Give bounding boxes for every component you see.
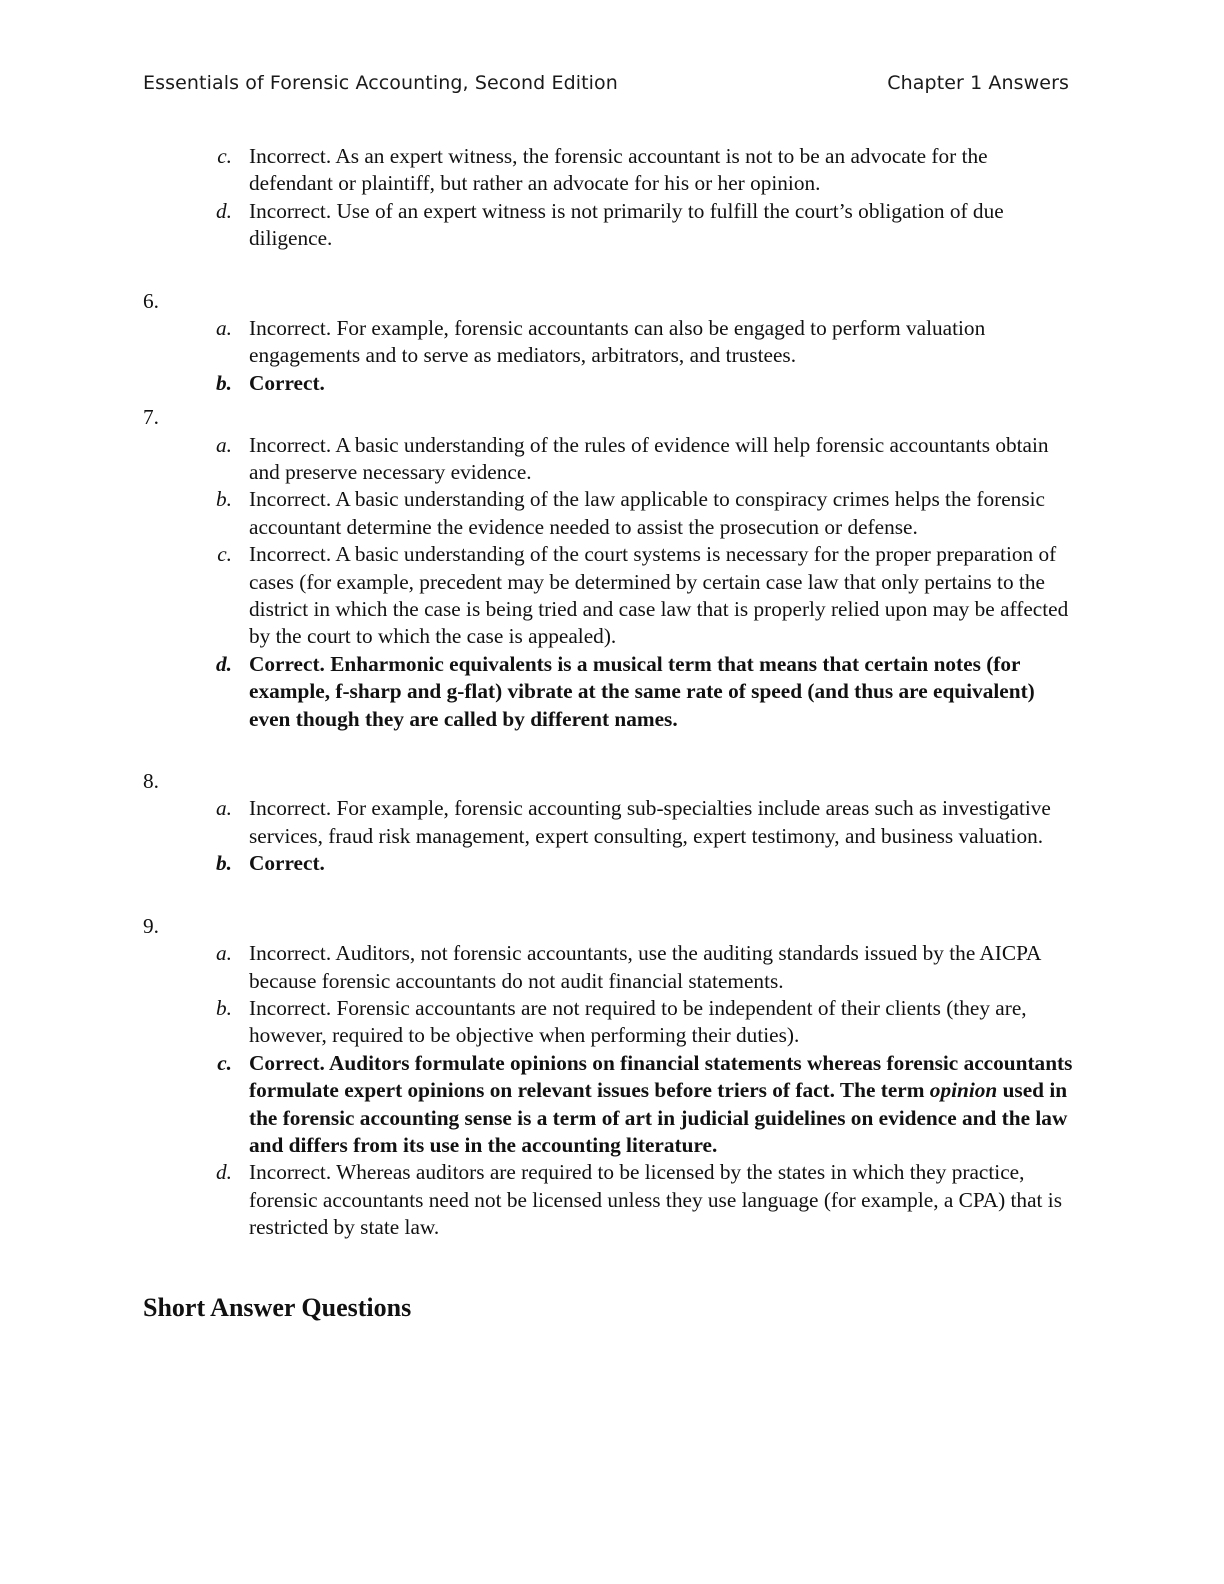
question-number: 8. <box>143 769 159 794</box>
option-text: Correct. <box>249 851 325 876</box>
option-letter: a. <box>216 941 232 966</box>
answer-list <box>143 143 1073 1242</box>
option-text: Incorrect. A basic understanding of the court systems is necessary for the proper preparation of cases (for example, precedent may be determined by certain case law that only pertains to the district in which the case is being tried and case law that is properly relied upon may be affected by the court to which the case is appealed). <box>249 542 1069 649</box>
option-letter: b. <box>216 851 232 876</box>
section-heading: Short Answer Questions <box>143 1293 412 1322</box>
correct-answer-option <box>143 1050 1073 1160</box>
emphasized-term: opinion <box>929 1078 998 1103</box>
answer-option <box>143 995 1073 1050</box>
option-text: Incorrect. A basic understanding of the law applicable to conspiracy crimes helps the forensic accountant determine the evidence needed to assist the prosecution or defense. <box>249 487 1045 539</box>
option-text: Incorrect. A basic understanding of the rules of evidence will help forensic accountants obtain and preserve necessary evidence. <box>249 432 1049 485</box>
answer-option <box>143 315 1073 370</box>
option-letter: a. <box>216 432 232 457</box>
answer-option <box>143 541 1073 651</box>
option-letter: d. <box>216 651 232 676</box>
option-letter: d. <box>216 1160 232 1185</box>
book-title: Essentials of Forensic Accounting, Second Edition <box>143 72 618 94</box>
correct-answer-option <box>143 370 1073 397</box>
option-text: Incorrect. Forensic accountants are not required to be independent of their clients (they are, however, required to be objective when performing their duties). <box>249 995 1027 1048</box>
option-text: Incorrect. For example, forensic accountants can also be engaged to perform valuation engagements and to serve as mediators, arbitrators, and trustees. <box>249 316 986 368</box>
option-letter: a. <box>216 796 232 821</box>
option-text: Correct. Enharmonic equivalents is a musical term that means that certain notes (for example, f-sharp and g-flat) vibrate at the same rate of speed (and thus are equivalent) even though they are called by different names. <box>249 651 1035 731</box>
correct-answer-option <box>143 651 1073 733</box>
option-text: Correct. <box>249 370 325 395</box>
option-letter: b. <box>216 995 232 1020</box>
answer-option <box>143 198 1073 253</box>
chapter-label: Chapter 1 Answers <box>887 72 1069 94</box>
option-text: Incorrect. Auditors, not forensic accountants, use the auditing standards issued by the AICPA because forensic accountants do not audit financial statements. <box>249 941 1041 993</box>
question-number: 9. <box>143 913 159 938</box>
option-letter: d. <box>216 198 232 223</box>
option-letter: b. <box>216 487 232 512</box>
option-letter: c. <box>217 542 232 567</box>
option-text: Incorrect. As an expert witness, the forensic accountant is not to be an advocate for the defendant or plaintiff, but rather an advocate for his or her opinion. <box>249 144 988 196</box>
option-letter: c. <box>217 1050 232 1075</box>
correct-answer-option <box>143 850 1073 877</box>
question-number: 6. <box>143 288 159 313</box>
option-letter: b. <box>216 370 232 395</box>
option-text: Incorrect. Whereas auditors are required to be licensed by the states in which they practice, forensic accountants need not be licensed unless they use language (for example, a CPA) that is restricted by state law. <box>249 1160 1062 1240</box>
question-number: 7. <box>143 405 159 430</box>
answer-option <box>143 486 1073 541</box>
option-text-before: Correct. Auditors formulate opinions on financial statements whereas forensic accountants formulate expert opinions on relevant issues before triers of fact. The term <box>249 1050 1073 1103</box>
answer-option <box>143 940 1073 995</box>
answer-option <box>143 1159 1073 1241</box>
page-header <box>143 72 1069 94</box>
option-text: Incorrect. For example, forensic accounting sub-specialties include areas such as investigative services, fraud risk management, expert consulting, expert testimony, and business valuation. <box>249 796 1051 848</box>
answer-option <box>143 432 1073 487</box>
option-text: Incorrect. Use of an expert witness is not primarily to fulfill the court’s obligation of due diligence. <box>249 198 1004 251</box>
option-text <box>249 1050 1073 1160</box>
answer-option <box>143 143 1073 198</box>
option-letter: a. <box>216 316 232 341</box>
option-text-after: used in the forensic accounting sense is a term of art in judicial guidelines on evidence and the law and differs from its use in the accounting literature. <box>249 1078 1068 1157</box>
answer-option <box>143 795 1073 850</box>
option-letter: c. <box>217 144 232 168</box>
